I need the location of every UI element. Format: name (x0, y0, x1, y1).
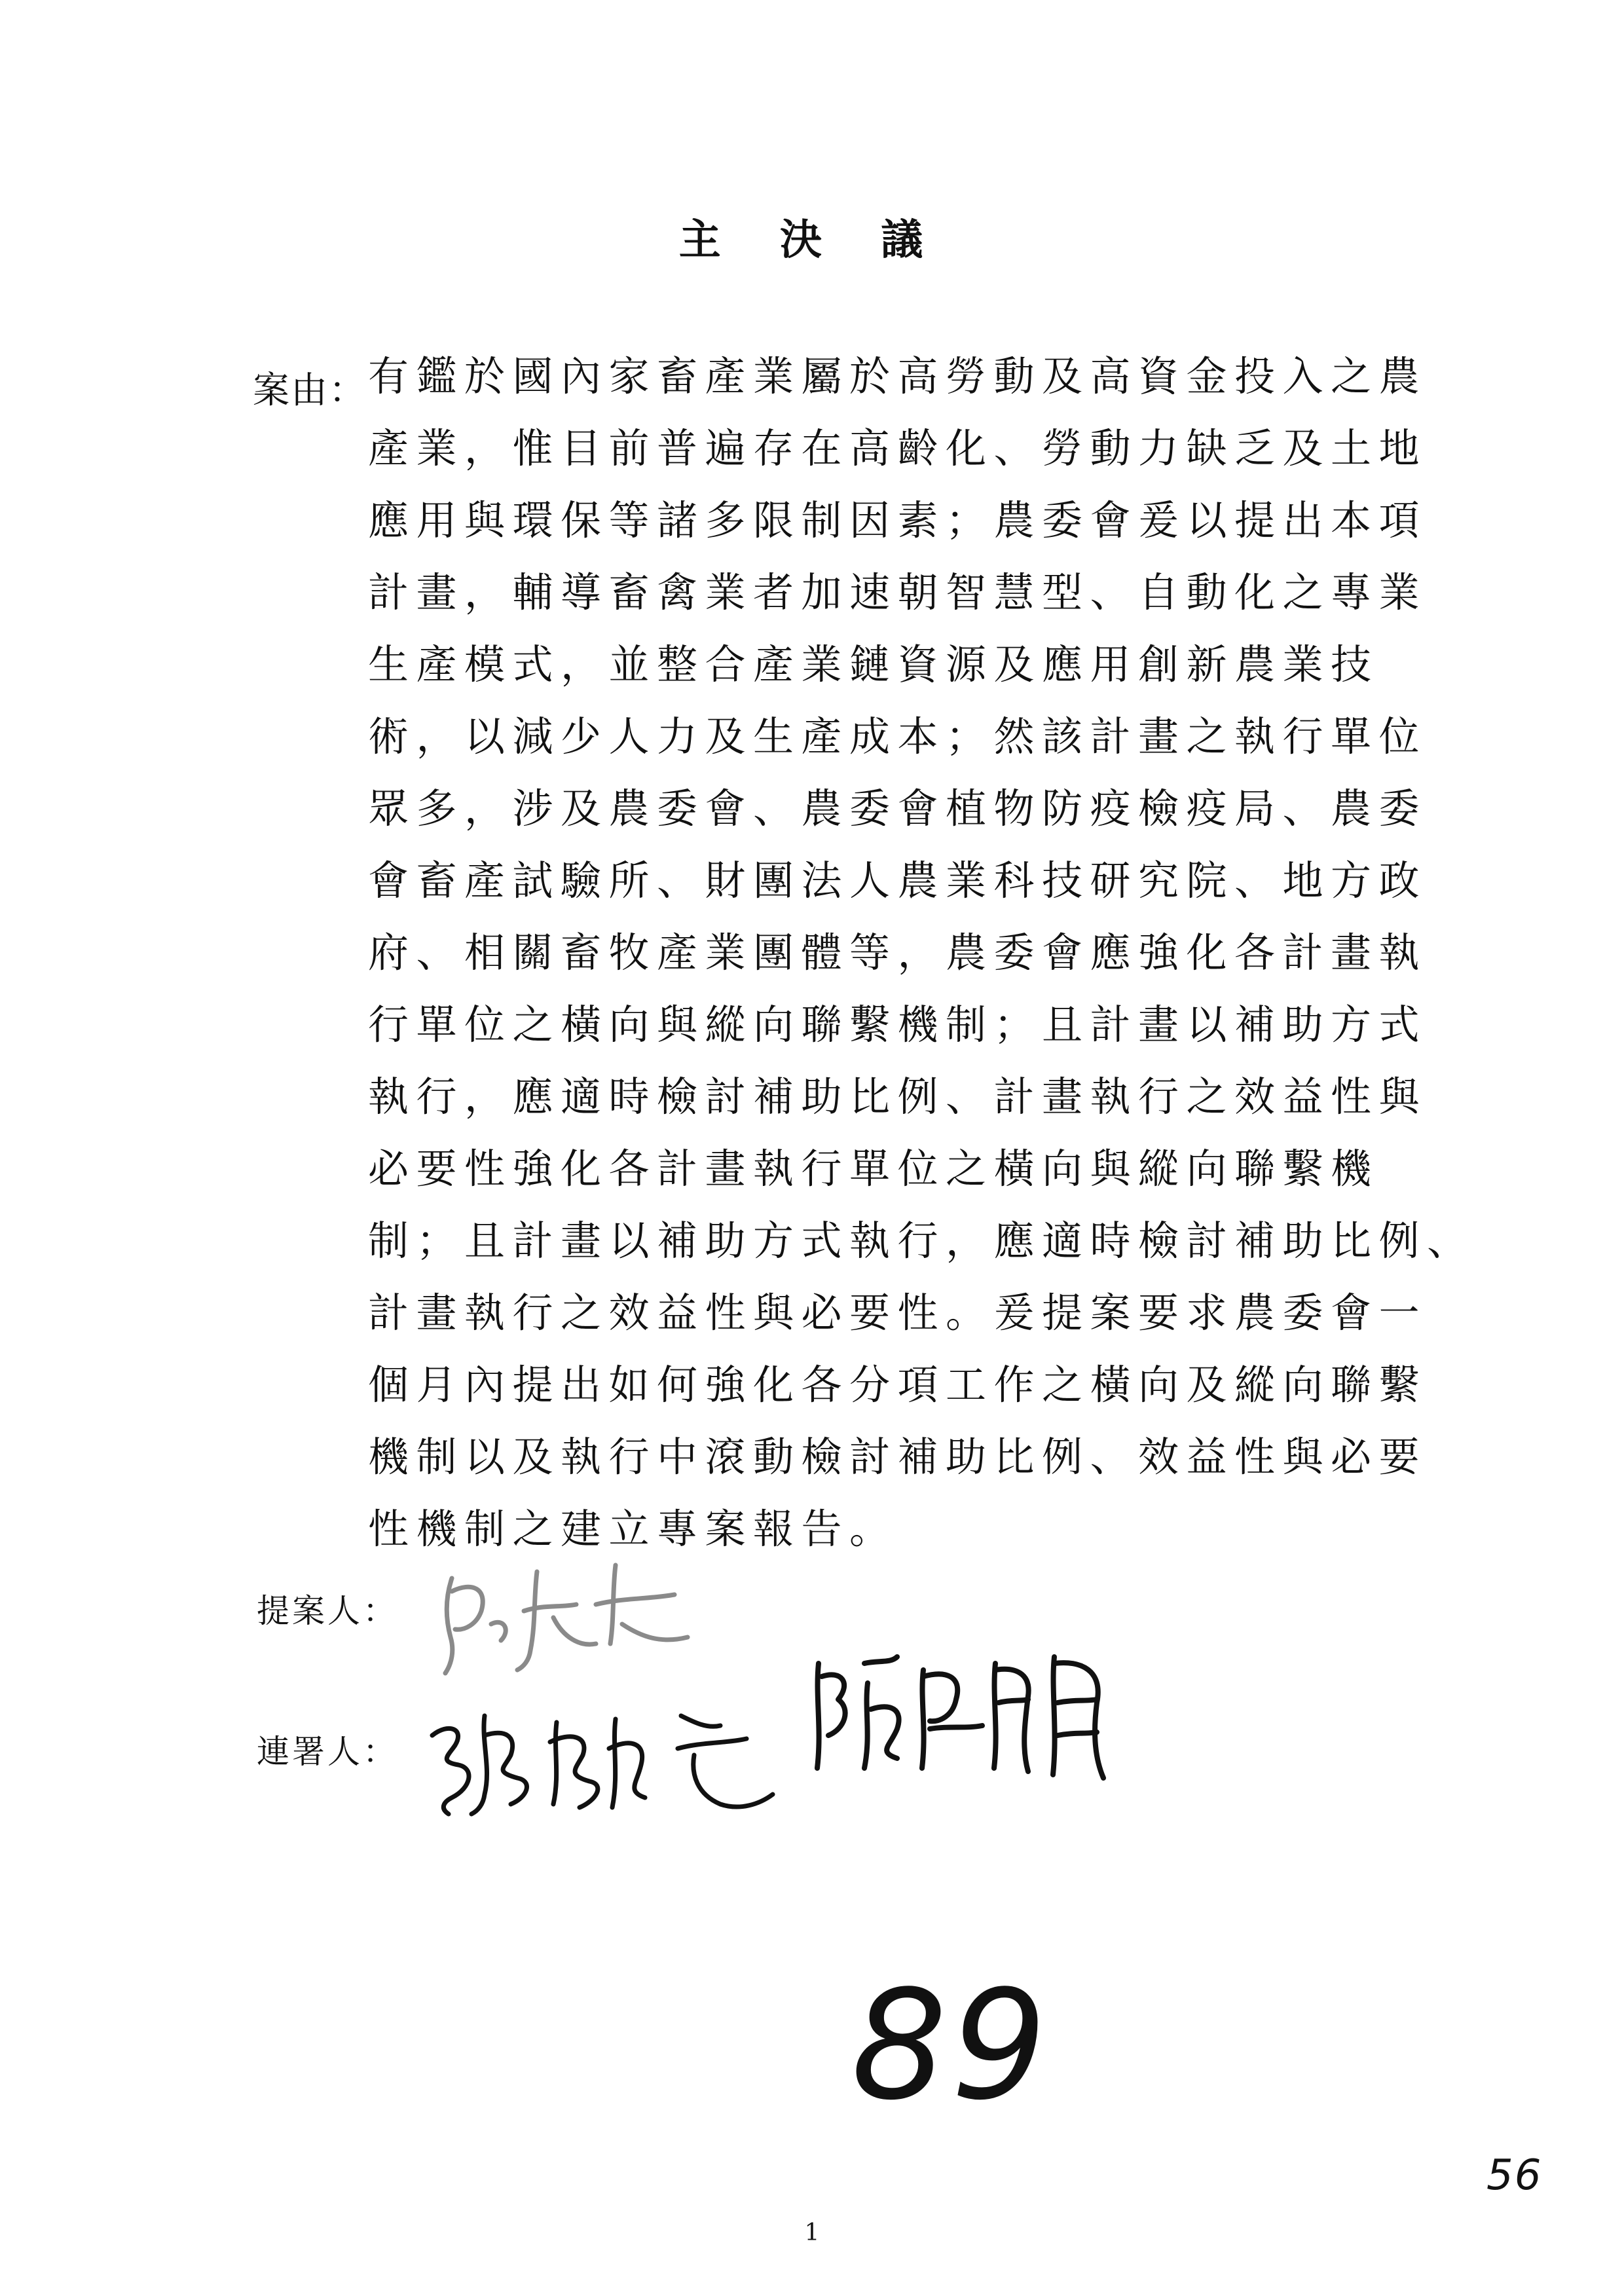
case-line: 性機制之建立專案報告。 (368, 1505, 898, 1553)
case-line: 制；且計畫以補助方式執行，應適時檢討補助比例、 (368, 1217, 1475, 1265)
proposer-signature (426, 1552, 707, 1683)
case-line: 機制以及執行中滾動檢討補助比例、效益性與必要 (368, 1433, 1428, 1481)
cosigner-signature (805, 1637, 1120, 1788)
document-title: 主 決 議 (678, 215, 946, 265)
case-line: 府、相關畜牧產業團體等，農委會應強化各計畫執 (368, 929, 1428, 976)
cosigner-label: 連署人： (257, 1733, 398, 1771)
cosigner-signature (419, 1683, 786, 1827)
case-line: 必要性強化各計畫執行單位之橫向與縱向聯繫機 (368, 1145, 1379, 1193)
corner-number: 56 (1486, 2151, 1543, 2200)
case-line: 術，以減少人力及生產成本；然該計畫之執行單位 (368, 713, 1428, 760)
case-body (368, 341, 1475, 1565)
case-line: 計畫，輔導畜禽業者加速朝智慧型、自動化之專業 (368, 568, 1428, 616)
proposer-label: 提案人： (257, 1592, 398, 1630)
case-line: 應用與環保等諸多限制因素；農委會爰以提出本項 (368, 496, 1428, 544)
case-line: 計畫執行之效益性與必要性。爰提案要求農委會一 (368, 1289, 1428, 1337)
case-line: 行單位之橫向與縱向聯繫機制；且計畫以補助方式 (368, 1001, 1428, 1048)
case-line: 生產模式，並整合產業鏈資源及應用創新農業技 (368, 640, 1379, 688)
page-number: 1 (804, 2219, 820, 2246)
case-line: 執行，應適時檢討補助比例、計畫執行之效益性與 (368, 1073, 1428, 1120)
case-line: 產業，惟目前普遍存在高齡化、勞動力缺乏及土地 (368, 424, 1428, 472)
case-line: 有鑑於國內家畜產業屬於高勞動及高資金投入之農 (368, 352, 1428, 400)
case-line: 個月內提出如何強化各分項工作之橫向及縱向聯繫 (368, 1361, 1428, 1409)
case-line: 眾多，涉及農委會、農委會植物防疫檢疫局、農委 (368, 785, 1428, 832)
case-label: 案由： (253, 369, 367, 412)
case-line: 會畜產試驗所、財團法人農業科技研究院、地方政 (368, 857, 1428, 904)
handwritten-number: 89 (851, 1959, 1051, 2134)
